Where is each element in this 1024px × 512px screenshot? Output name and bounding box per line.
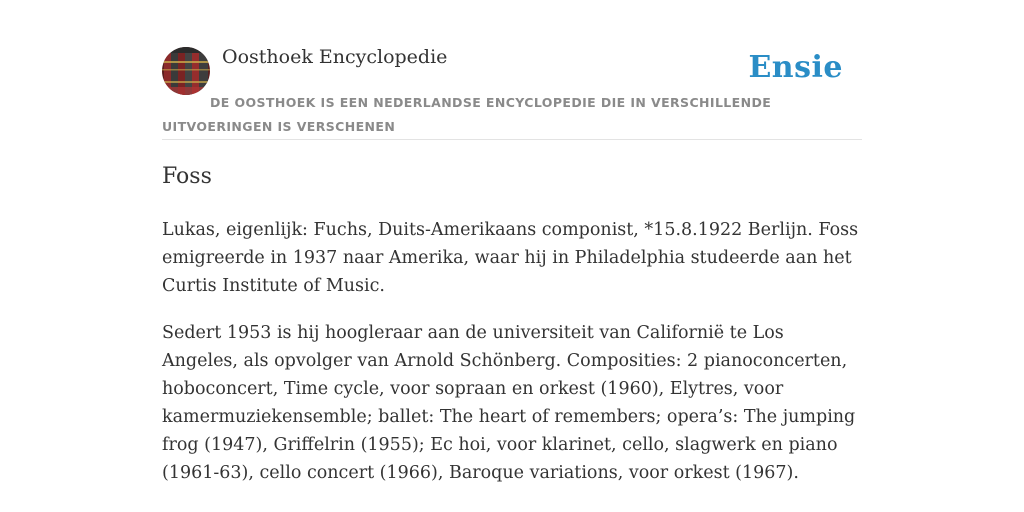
encyclopedia-books-avatar[interactable] — [162, 47, 210, 95]
book-spines-icon — [162, 47, 210, 95]
site-tagline: DE OOSTHOEK IS EEN NEDERLANDSE ENCYCLOPEDIE DIE IN VERSCHILLENDE UITVOERINGEN IS VERSCHENEN — [162, 95, 772, 134]
article-paragraph: Lukas, eigenlijk: Fuchs, Duits-Amerikaans componist, *15.8.1922 Berlijn. Foss emigreerde in 1937 naar Amerika, waar hij in Philadelphia studeerde aan het Curtis Institute of Music. — [162, 220, 859, 296]
article-paragraph: Sedert 1953 is hij hoogleraar aan de universiteit van Californië te Los Angeles, als opvolger van Arnold Schönberg. Composities: 2 pianoconcerten, hoboconcert, Time cycle, voor sopraan en orkest (1960), Elytres, voor kamermuziekensemble; ballet: The heart of remembers; opera’s: The jumping frog (1947), Griffelrin (1955); Ec hoi, voor klarinet, cello, slagwerk en piano (1961-63), cello concert (1966), Baroque variations, voor orkest (1967). — [162, 323, 856, 483]
site-header — [162, 0, 862, 140]
site-title[interactable]: Oosthoek Encyclopedie — [222, 46, 448, 68]
brand-logo[interactable]: Ensie — [748, 50, 843, 85]
page-container — [162, 0, 862, 483]
article-body — [162, 216, 864, 506]
article-title: Foss — [162, 164, 212, 189]
